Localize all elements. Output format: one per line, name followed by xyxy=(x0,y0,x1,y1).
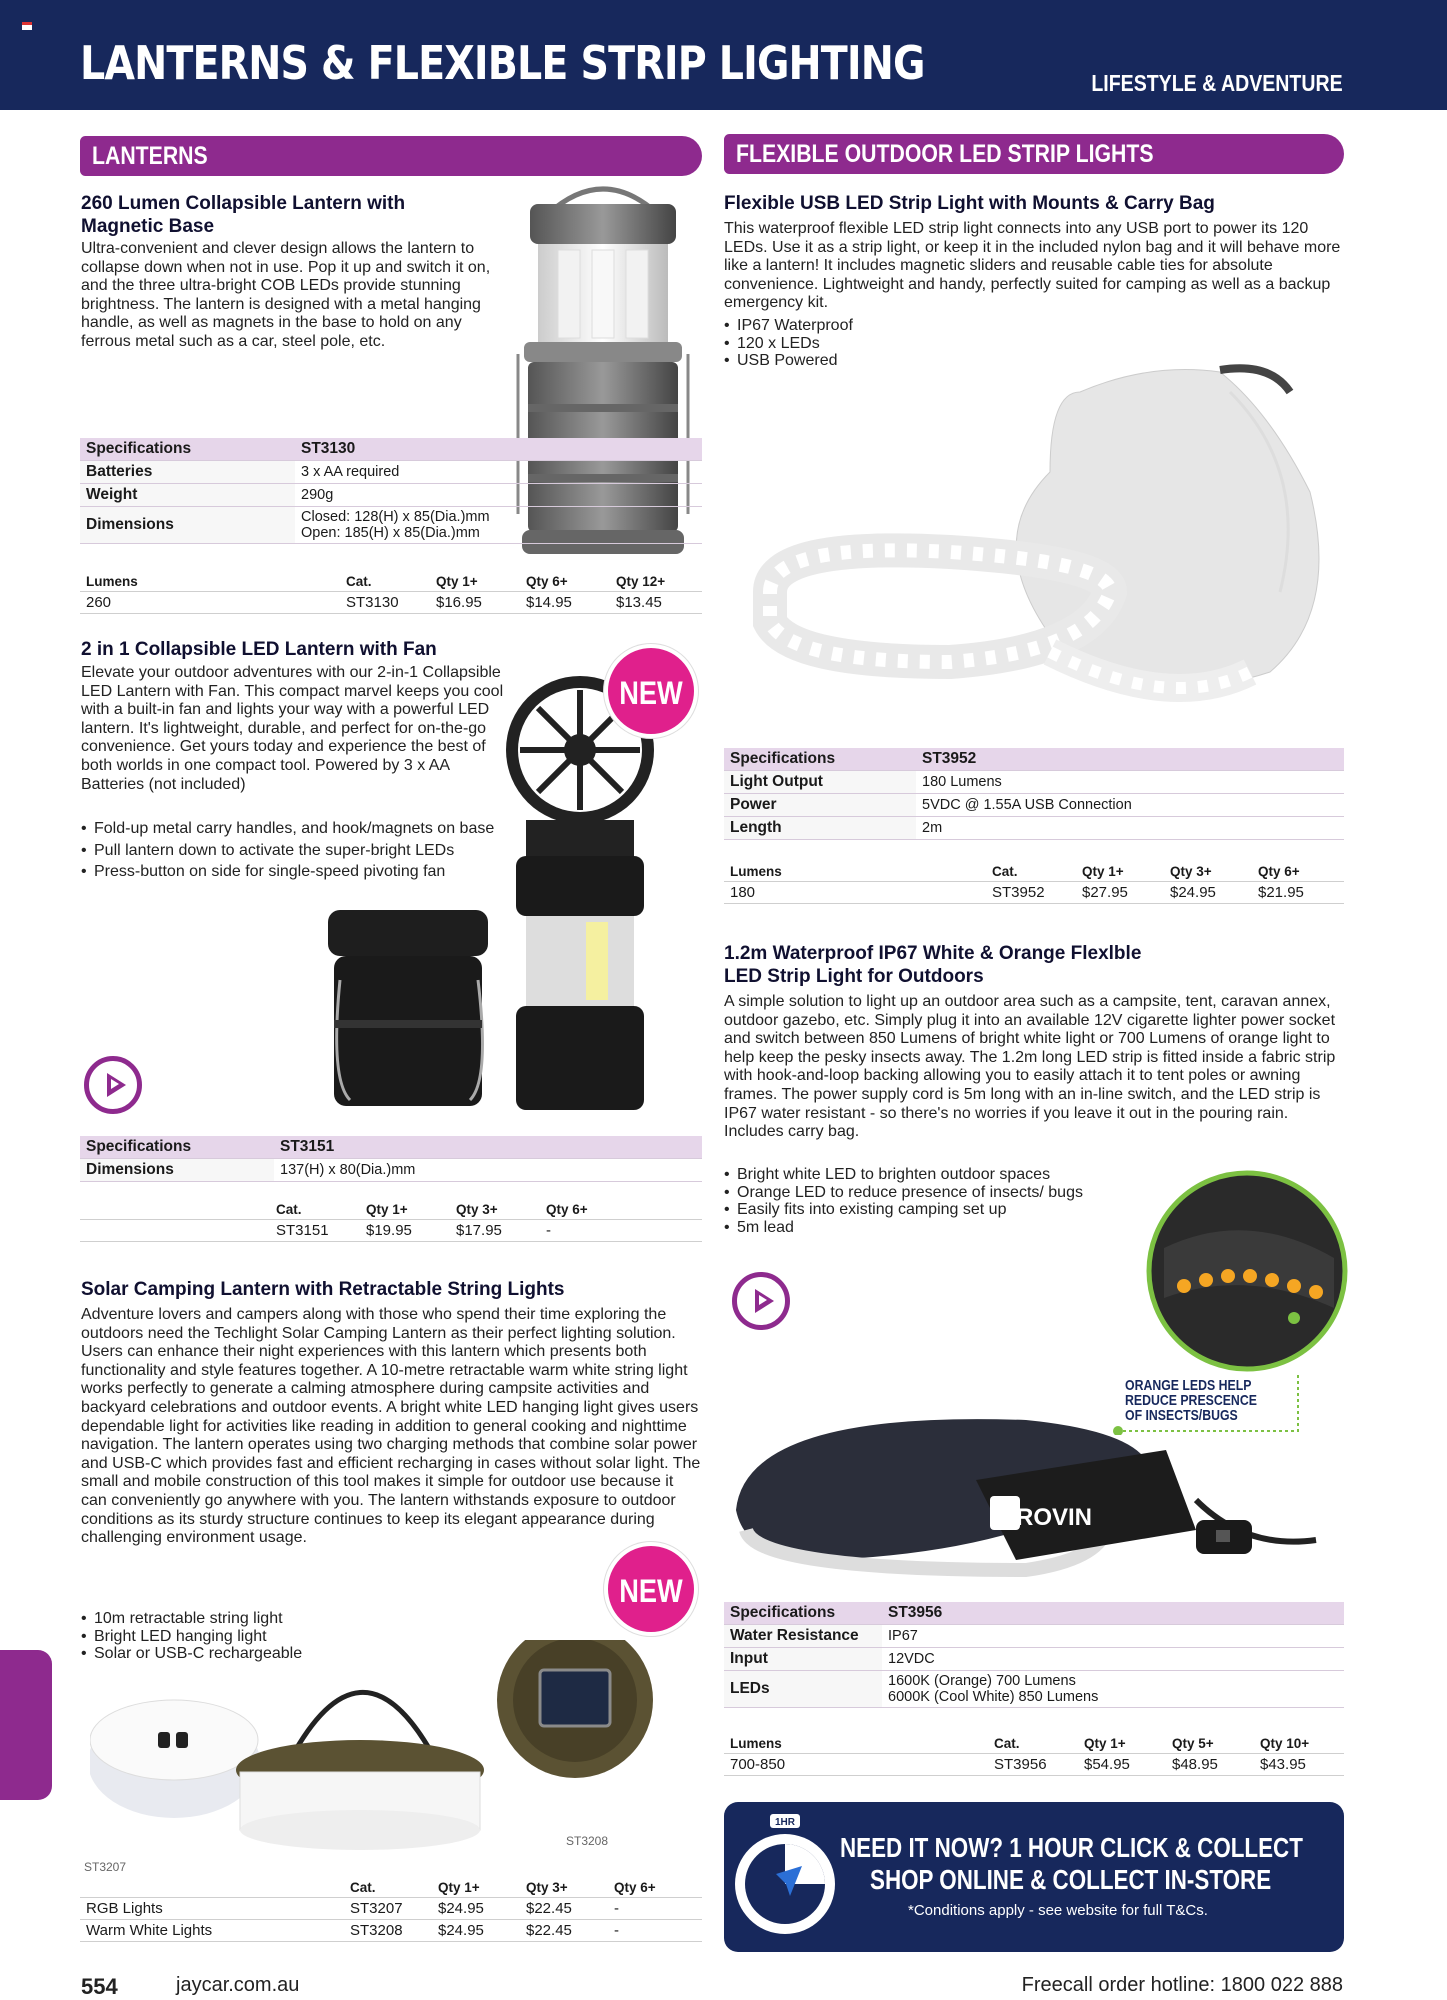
table-row: 700-850 ST3956 $54.95 $48.95 $43.95 xyxy=(724,1754,1344,1776)
orange-led-closeup-image xyxy=(1144,1168,1350,1374)
product-title: Flexible USB LED Strip Light with Mounts & Carry Bag xyxy=(724,193,1215,214)
price-table-st3130: Lumens Cat. Qty 1+ Qty 6+ Qty 12+ 260 ST3130 $16.95 $14.95 $13.45 xyxy=(80,572,702,614)
spec-table-st3956: Specifications ST3956 Water Resistance IP67 Input 12VDC LEDs 1600K (Orange) 700 Lumens 6000K (Cool White) 850 Lumens xyxy=(724,1602,1344,1708)
section-title: FLEXIBLE OUTDOOR LED STRIP LIGHTS xyxy=(736,140,1154,168)
list-item: • USB Powered xyxy=(724,352,1024,370)
list-item: • Orange LED to reduce presence of insects/ bugs xyxy=(724,1184,1114,1202)
product-description: Adventure lovers and campers along with those who spend their time exploring the outdoors need the Techlight Solar Camping Lantern as their perfect lighting solution. Users can enhance their night experiences with this lantern which presents both functionality and style features together. A 10-metre retractable warm white string light works perfectly to generate a calming atmosphere during campsite activities and backyard celebrations and outdoor events. A bright white LED hanging light gives users dependable light for activities like reading in addition to general cooking and nighttime navigation. The lantern operates using two charging methods that combine solar power and USB-C which provides fast and efficient recharging in cases without solar light. The small and mobile construction of this tool makes it simple for outdoor use because it can conveniently go anywhere with you. The lantern withstands exposure to outdoor conditions as its sturdy structure continues to keep its elegant appearance during challenging environment usage. xyxy=(81,1306,701,1547)
list-item: • Solar or USB-C rechargeable xyxy=(81,1645,421,1663)
spec-header: Specifications xyxy=(80,438,295,461)
category-label: LIFESTYLE & ADVENTURE xyxy=(1091,70,1343,96)
product-description: This waterproof flexible LED strip light connects into any USB port to power its 120 LEDs. Use it as a strip light, or keep it in the included nylon bag and it will behave more like a lantern! It includes magnetic sliders and reusable cable ties for absolute convenience. Lightweight and handy, perfectly suited for camping as well as a backup emergency kit. xyxy=(724,220,1341,312)
list-item: • Fold-up metal carry handles, and hook/magnets on base xyxy=(81,820,511,838)
list-item: • Bright white LED to brighten outdoor spaces xyxy=(724,1166,1124,1184)
table-row: Warm White Lights ST3208 $24.95 $22.45 - xyxy=(80,1920,702,1942)
table-row: 260 ST3130 $16.95 $14.95 $13.45 xyxy=(80,592,702,614)
list-item: • Press-button on side for single-speed pivoting fan xyxy=(81,863,511,881)
product-title: 260 Lumen Collapsible Lantern with Magnetic Base xyxy=(81,193,406,237)
feature-list xyxy=(724,1166,1124,1236)
product-description: Elevate your outdoor adventures with our 2-in-1 Collapsible LED Lantern with Fan. This compact marvel keeps you cool with a built-in fan and lights your way with a powerful LED lantern. It's lightweight, durable, and perfect for on-the-go convenience. Get yours today and experience the best of both worlds in one compact tool. Powered by 3 x AA Batteries (not included) xyxy=(81,664,504,793)
list-item: • 5m lead xyxy=(724,1219,1124,1237)
price-table-st3151: Cat. Qty 1+ Qty 3+ Qty 6+ ST3151 $19.95 $17.95 - xyxy=(80,1200,702,1242)
table-row: 180 ST3952 $27.95 $24.95 $21.95 xyxy=(724,882,1344,904)
new-badge: NEW xyxy=(604,644,698,738)
side-tab xyxy=(0,1650,52,1800)
spec-table-st3151: Specifications ST3151 Dimensions 137(H) x 80(Dia.)mm xyxy=(80,1136,702,1182)
brand-logo: ROVIN xyxy=(1016,1504,1093,1531)
list-item: • Easily fits into existing camping set up xyxy=(724,1201,1124,1219)
section-bar-strip-lights xyxy=(724,134,1344,174)
price-table-st3952: Lumens Cat. Qty 1+ Qty 3+ Qty 6+ 180 ST3952 $27.95 $24.95 $21.95 xyxy=(724,862,1344,904)
rovin-strip-light-image xyxy=(726,1390,1346,1590)
list-item: • 120 x LEDs xyxy=(724,335,1024,353)
image-label: ST3208 xyxy=(566,1834,609,1848)
spec-key: Weight xyxy=(80,484,295,507)
spec-value: 290g xyxy=(295,484,702,507)
page-header xyxy=(0,0,1447,110)
click-collect-banner[interactable] xyxy=(724,1802,1344,1952)
spec-table-st3130 xyxy=(80,438,702,544)
price-table-st3207: Cat. Qty 1+ Qty 3+ Qty 6+ RGB Lights ST3207 $24.95 $22.45 - Warm White Lights ST3208 $24.95 $22.45 - xyxy=(80,1878,702,1942)
list-item: • 10m retractable string light xyxy=(81,1610,421,1628)
callout-subheadline: SHOP ONLINE & COLLECT IN-STORE xyxy=(870,1864,1272,1895)
spec-value: 3 x AA required xyxy=(295,461,702,484)
stopwatch-label: 1HR xyxy=(774,1817,796,1828)
callout-conditions: *Conditions apply - see website for full T&Cs. xyxy=(908,1902,1208,1919)
hotline-text: Freecall order hotline: 1800 022 888 xyxy=(1021,1974,1343,1996)
website-link[interactable]: jaycar.com.au xyxy=(176,1974,300,1996)
list-item: • Pull lantern down to activate the super-bright LEDs xyxy=(81,842,511,860)
product-title: 2 in 1 Collapsible LED Lantern with Fan xyxy=(81,639,437,660)
spec-key: Batteries xyxy=(80,461,295,484)
table-row: ST3151 $19.95 $17.95 - xyxy=(80,1220,702,1242)
play-video-icon[interactable] xyxy=(732,1272,790,1330)
spec-cat: ST3130 xyxy=(295,438,702,461)
section-title: LANTERNS xyxy=(92,142,208,170)
page-title: LANTERNS & FLEXIBLE STRIP LIGHTING xyxy=(80,36,925,90)
product-description: A simple solution to light up an outdoor area such as a campsite, tent, caravan annex, outdoor gazebo, etc. Simply plug it into an available 12V cigarette lighter power socket and switch between 850 Lumens of bright white light or 700 Lumens of orange light to help keep the pesky insects away. The 1.2m long LED strip is fitted inside a fabric strip with hook-and-loop backing allowing you to easily attach it to tent poles or awning frames. The power supply cord is 5m long with an in-line switch, and the LED strip is IP67 water resistant - so there's no worries if you leave it out in the pouring rain. Includes carry bag. xyxy=(724,993,1336,1141)
flag-icon xyxy=(22,22,32,30)
callout-headline: NEED IT NOW? 1 HOUR CLICK & COLLECT xyxy=(840,1832,1303,1863)
list-item: • IP67 Waterproof xyxy=(724,317,1024,335)
stopwatch-icon xyxy=(732,1812,838,1942)
spec-value: Closed: 128(H) x 85(Dia.)mm Open: 185(H) x 85(Dia.)mm xyxy=(295,507,702,544)
page-number: 554 xyxy=(81,1974,118,1999)
section-bar-lanterns xyxy=(80,136,702,176)
product-title: 1.2m Waterproof IP67 White & Orange Flexlble LED Strip Light for Outdoors xyxy=(724,943,1142,987)
play-video-icon[interactable] xyxy=(84,1056,142,1114)
product-title: Solar Camping Lantern with Retractable String Lights xyxy=(81,1279,565,1300)
spec-table-st3952: Specifications ST3952 Light Output 180 Lumens Power 5VDC @ 1.55A USB Connection Length 2m xyxy=(724,748,1344,840)
spec-key: Dimensions xyxy=(80,507,295,544)
usb-strip-light-image xyxy=(750,352,1350,722)
new-badge: NEW xyxy=(604,1542,698,1636)
price-table-st3956: Lumens Cat. Qty 1+ Qty 5+ Qty 10+ 700-850 ST3956 $54.95 $48.95 $43.95 xyxy=(724,1734,1344,1776)
callout-note: ORANGE LEDS HELP REDUCE PRESCENCE OF INSECTS/BUGS xyxy=(1125,1377,1257,1424)
table-row: RGB Lights ST3207 $24.95 $22.45 - xyxy=(80,1898,702,1920)
list-item: • Bright LED hanging light xyxy=(81,1628,421,1646)
spec-value: 1600K (Orange) 700 Lumens 6000K (Cool White) 850 Lumens xyxy=(882,1671,1344,1708)
image-label: ST3207 xyxy=(84,1860,127,1874)
product-description: Ultra-convenient and clever design allows the lantern to collapse down when not in use. Pop it up and switch it on, and the three ultra-bright COB LEDs provide stunning brightness. The lantern is designed with a metal hanging handle, as well as magnets in the base to hold on any ferrous metal such as a car, steel pole, etc. xyxy=(81,240,491,350)
